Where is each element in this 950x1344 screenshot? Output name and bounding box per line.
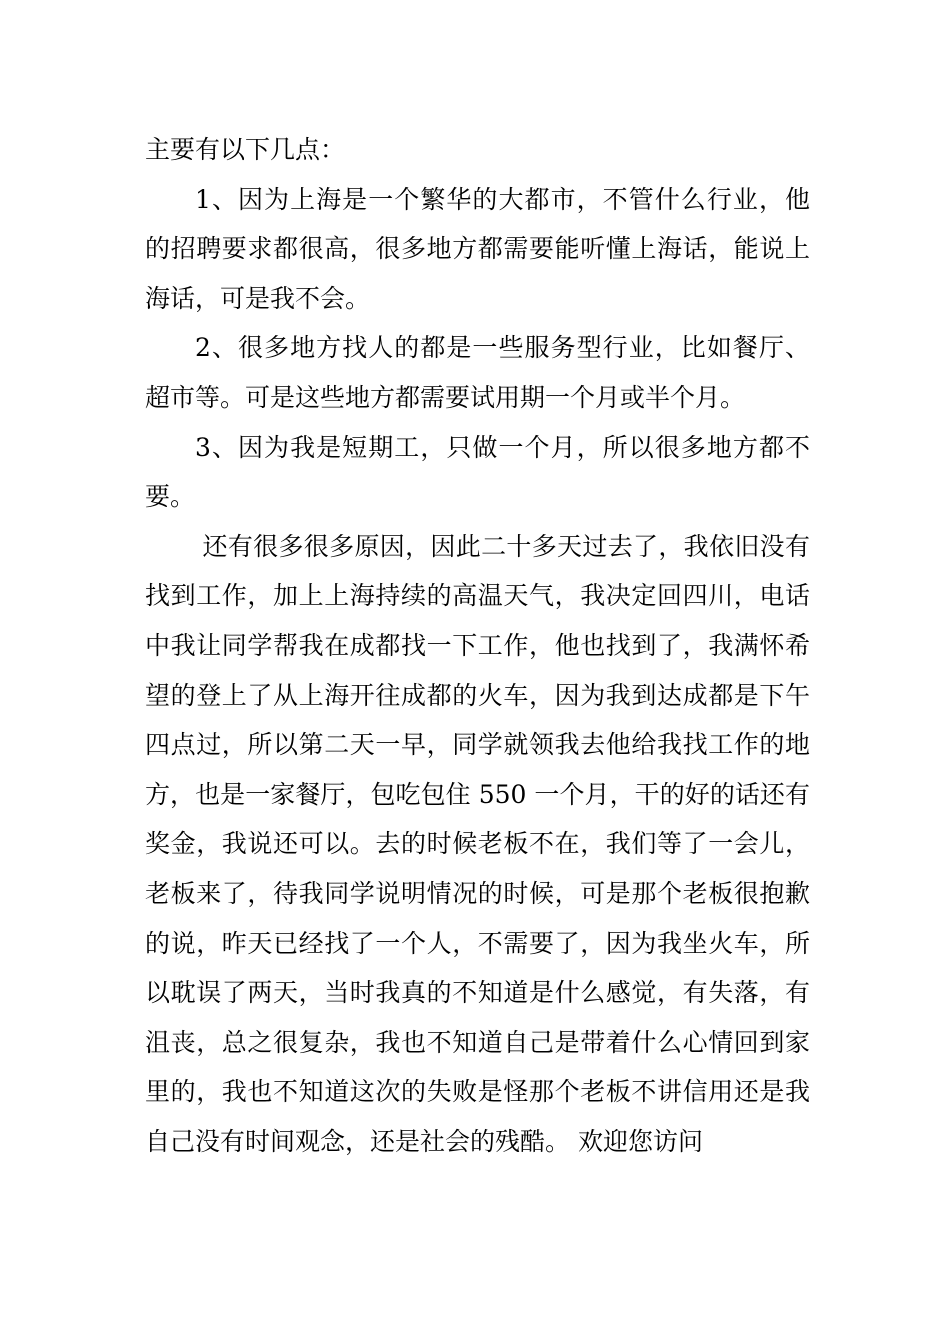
- paragraph-intro: 主要有以下几点：: [145, 135, 346, 164]
- paragraph-point-3: 3、因为我是短期工，只做一个月，所以很多地方都不要。: [145, 432, 810, 512]
- paragraph-point-1: 1、因为上海是一个繁华的大都市，不管什么行业，他的招聘要求都很高，很多地方都需要能听懂上海话，能说上海话，可是我不会。: [145, 184, 810, 313]
- paragraph-story: 还有很多很多原因，因此二十多天过去了，我依旧没有找到工作，加上上海持续的高温天气，我决定回四川，电话中我让同学帮我在成都找一下工作，他也找到了，我满怀希望的登上了从上海开往成都的火车，因为我到达成都是下午四点过，所以第二天一早，同学就领我去他给我找工作的地方，也是一家餐厅，包吃包住 550 一个月，干的好的话还有奖金，我说还可以。去的时候老板不在，我们等了一会儿，老板来了，待我同学说明情况的时候，可是那个老板很抱歉的说，昨天已经找了一个人，不需要了，因为我坐火车，所以耽误了两天，当时我真的不知道是什么感觉，有失落，有沮丧，总之很复杂，我也不知道自己是带着什么心情回到家里的，我也不知道这次的失败是怪那个老板不讲信用还是我自己没有时间观念，还是社会的残酷。 欢迎您访问: [145, 531, 810, 1156]
- paragraph-point-2: 2、很多地方找人的都是一些服务型行业，比如餐厅、超市等。可是这些地方都需要试用期一个月或半个月。: [145, 333, 810, 412]
- document-body: [145, 125, 810, 1166]
